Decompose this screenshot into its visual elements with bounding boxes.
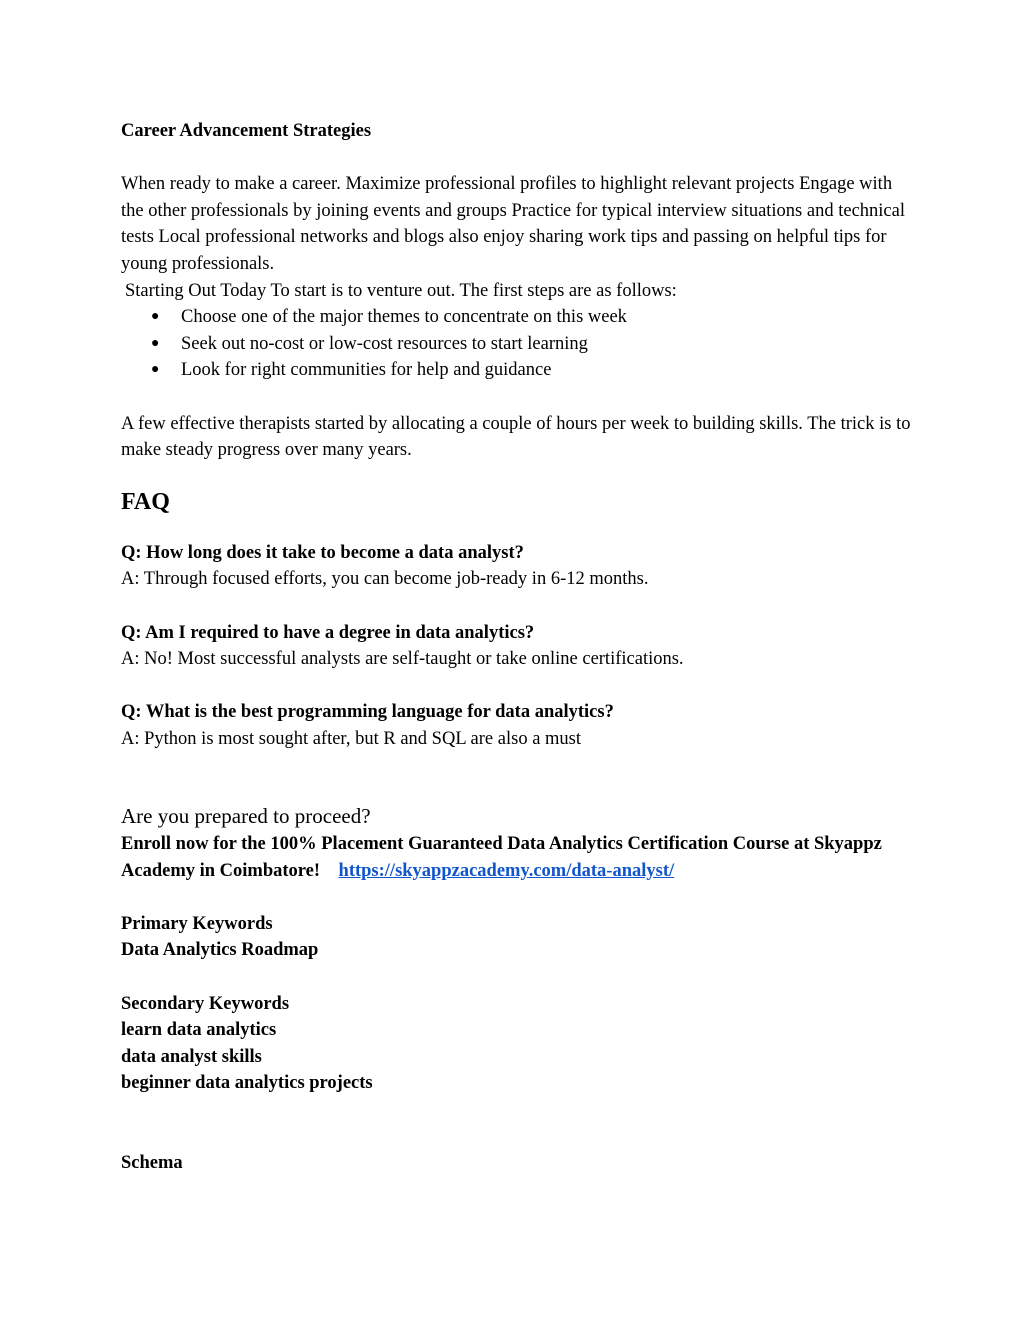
list-item	[121, 304, 911, 331]
secondary-keyword: beginner data analytics projects	[121, 1073, 373, 1094]
cta-text	[121, 831, 911, 884]
document-page	[121, 118, 911, 1177]
faq-answer: A: No! Most successful analysts are self-taught or take online certifications.	[121, 649, 684, 670]
career-heading: Career Advancement Strategies	[121, 121, 372, 141]
list-item-text: Look for right communities for help and guidance	[181, 360, 552, 381]
faq-question: Q: Am I required to have a degree in data analytics?	[121, 622, 535, 643]
career-paragraph: When ready to make a career. Maximize professional profiles to highlight relevant projects Engage with the other professionals by joining events and groups Practice for typical interview situations and technical tests Local professional networks and blogs also enjoy sharing work tips and passing on helpful tips for young professionals.	[121, 174, 905, 274]
first-steps-list	[121, 304, 911, 384]
course-link[interactable]: https://skyappzacademy.com/data-analyst/	[338, 860, 675, 881]
list-item	[121, 357, 911, 384]
faq-question: Q: How long does it take to become a data analyst?	[121, 542, 524, 563]
list-item-text: Choose one of the major themes to concentrate on this week	[181, 307, 627, 328]
faq-answer: A: Through focused efforts, you can become job-ready in 6-12 months.	[121, 569, 649, 590]
faq-heading: FAQ	[121, 488, 170, 515]
cta-enroll-text: Enroll now for the 100% Placement Guaranteed Data Analytics Certification Course at Skyappz Academy in Coimbatore!	[121, 834, 882, 881]
schema-heading: Schema	[121, 1153, 183, 1174]
faq-answer: A: Python is most sought after, but R and SQL are also a must	[121, 728, 582, 749]
secondary-keyword: data analyst skills	[121, 1046, 262, 1067]
secondary-keyword: learn data analytics	[121, 1020, 277, 1041]
bullet-icon: ●	[151, 335, 160, 351]
starting-out-text: Starting Out Today To start is to venture out. The first steps are as follows:	[125, 280, 677, 301]
bullet-icon: ●	[151, 362, 160, 378]
cta-heading: Are you prepared to proceed?	[121, 804, 371, 829]
list-item	[121, 331, 911, 358]
list-item-text: Seek out no-cost or low-cost resources to start learning	[181, 333, 588, 354]
primary-keywords-heading: Primary Keywords	[121, 913, 273, 934]
faq-question: Q: What is the best programming language for data analytics?	[121, 702, 614, 723]
bullet-icon: ●	[151, 309, 160, 325]
closing-paragraph: A few effective therapists started by allocating a couple of hours per week to building skills. The trick is to make steady progress over many years.	[121, 413, 911, 461]
primary-keyword: Data Analytics Roadmap	[121, 940, 319, 961]
secondary-keywords-heading: Secondary Keywords	[121, 993, 290, 1014]
